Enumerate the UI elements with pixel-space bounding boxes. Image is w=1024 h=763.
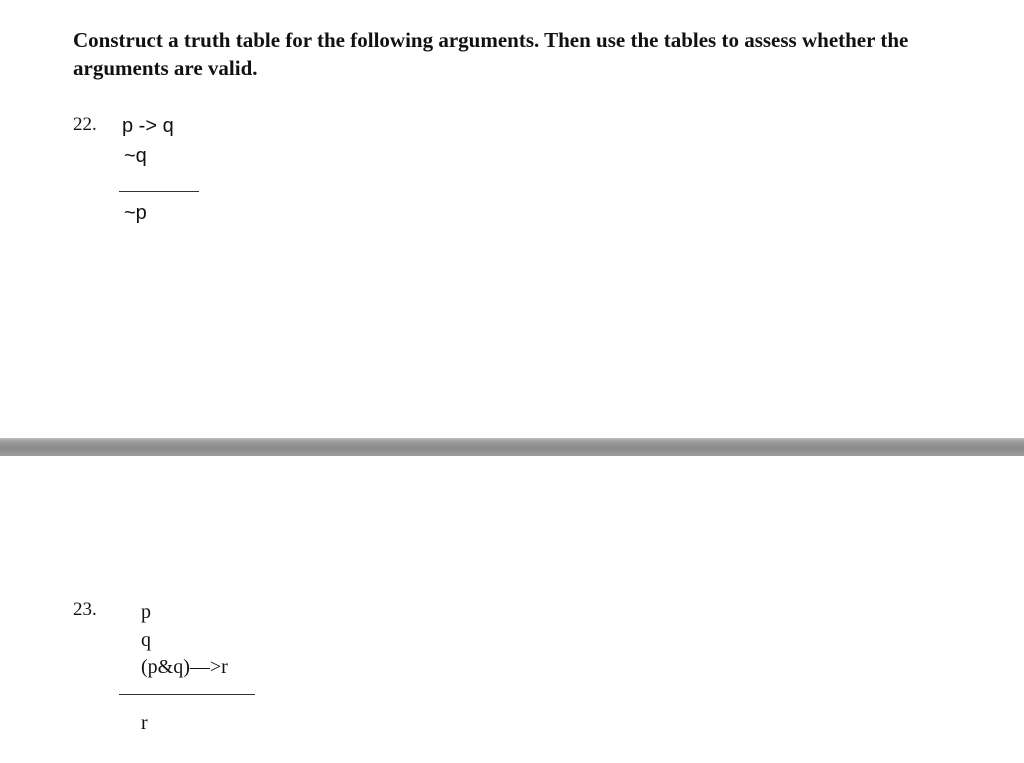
instructions: Construct a truth table for the following arguments. Then use the tables to assess whether the arguments are valid.: [73, 28, 909, 80]
conclusion-line: [119, 694, 255, 695]
conclusion: r: [141, 712, 148, 734]
premise: (p&q)—>r: [141, 656, 228, 678]
page-bottom: [0, 456, 1024, 763]
premise: p -> q: [122, 115, 174, 137]
problem-number: 22.: [73, 114, 97, 135]
problem-number: 23.: [73, 599, 97, 620]
page-divider: [0, 438, 1024, 456]
conclusion: ~p: [124, 202, 147, 224]
conclusion-line: [119, 191, 199, 192]
premise: p: [141, 601, 151, 623]
premise: ~q: [124, 145, 147, 167]
premise: q: [141, 629, 151, 651]
